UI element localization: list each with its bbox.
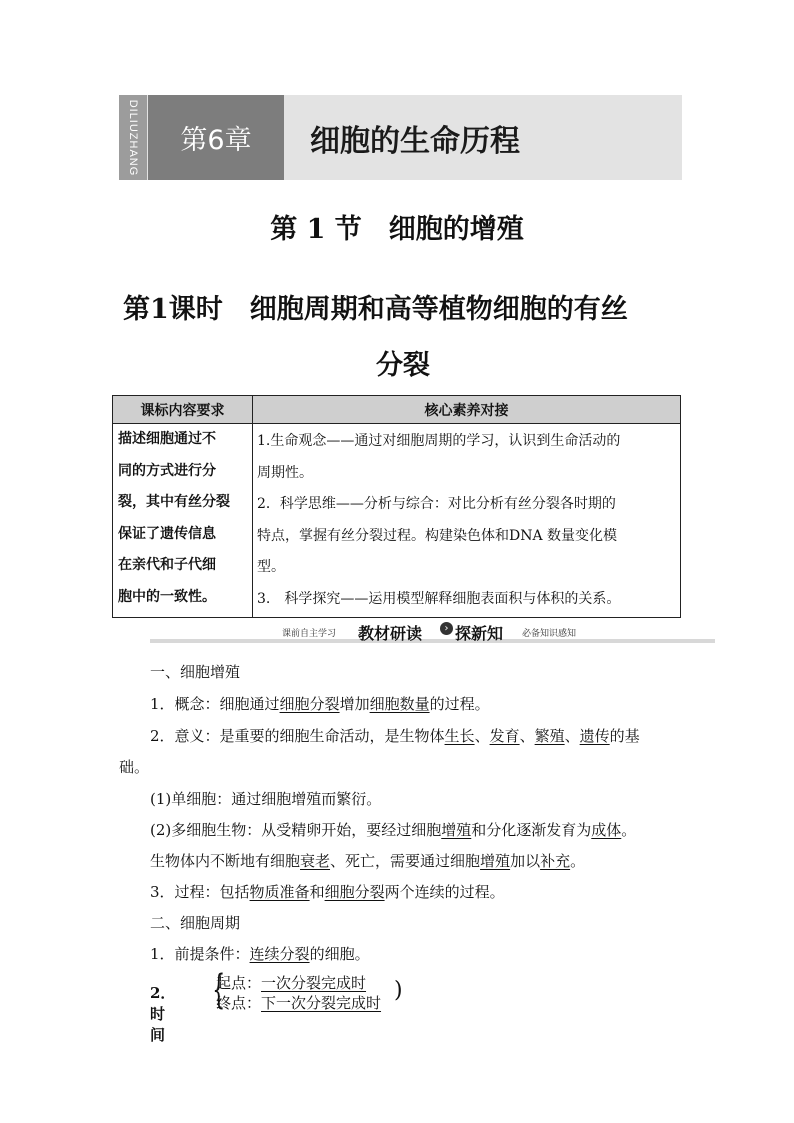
time-label: 2．时间 [150,984,176,1044]
cell-line: 特点，掌握有丝分裂过程。构建染色体和DNA 数量变化模 [257,527,618,544]
literacy-cell [253,424,681,618]
heading-cell-proliferation: 一、细胞增殖 [150,663,241,681]
header-core-literacy: 核心素养对接 [253,396,681,424]
divider-left-label: 课前自主学习 [282,629,337,639]
table-header-row [113,396,681,424]
heading-cell-cycle: 二、细胞周期 [150,914,241,932]
section-title: 第 1 节 细胞的增殖 [270,214,524,245]
lesson-title-line1: 第1课时 细胞周期和高等植物细胞的有丝 [123,294,628,325]
lesson-title [123,282,683,394]
header-curriculum: 课标内容要求 [113,396,253,424]
requirements-table [112,395,681,618]
start-point: 起点：一次分裂完成时 [216,974,367,992]
cell-line: 同的方式进行分 [118,462,216,479]
cell-line: 1.生命观念——通过对细胞周期的学习，认识到生命活动的 [257,433,621,449]
cell-line: 周期性。 [257,464,313,481]
cell-line: 保证了遗传信息 [118,525,216,542]
para-replenish: 生物体内不断地有细胞衰老、死亡，需要通过细胞增殖加以补充。 [150,852,586,870]
divider-bar [150,639,715,643]
cell-line: 胞中的一致性。 [118,588,216,605]
divider-main-a: 教材研读 [358,624,423,643]
chapter-title: 细胞的生命历程 [310,124,520,159]
table-row [113,424,681,618]
side-tag-text: DILIUZHANG [127,99,139,176]
chapter-side-tag [119,95,147,180]
cell-line: 在亲代和子代细 [118,557,216,573]
divider-right-label: 必备知识感知 [522,629,577,639]
para-unicellular: (1)单细胞：通过细胞增殖而繁衍。 [150,790,382,808]
cell-line: 型。 [257,559,285,575]
divider-main-b: 探新知 [455,624,504,643]
close-paren-icon: ) [394,978,403,1003]
cell-line: 3. 科学探究——运用模型解释细胞表面积与体积的关系。 [257,590,621,607]
para-significance: 2．意义：是重要的细胞生命活动，是生物体生长、发育、繁殖、遗传的基 [150,727,640,745]
para-concept: 1．概念：细胞通过细胞分裂增加细胞数量的过程。 [150,695,490,713]
chapter-label: 第6章 [148,95,284,180]
lesson-title-line2: 分裂 [376,350,430,381]
para-significance-cont: 础。 [119,758,150,776]
cell-line: 2．科学思维——分析与综合：对比分析有丝分裂各时期的 [257,496,616,512]
divider-arrow-icon: › [440,622,453,635]
curriculum-cell [113,424,253,618]
brace-icon: { [212,967,226,1013]
section-divider [150,622,715,642]
para-multicellular: (2)多细胞生物：从受精卵开始，要经过细胞增殖和分化逐渐发育为成体。 [150,821,637,839]
para-process: 3．过程：包括物质准备和细胞分裂两个连续的过程。 [150,883,505,901]
cell-line: 裂，其中有丝分裂 [118,494,230,510]
end-point: 终点：下一次分裂完成时 [216,994,382,1012]
para-precondition: 1．前提条件：连续分裂的细胞。 [150,945,370,963]
cell-line: 描述细胞通过不 [118,431,216,447]
